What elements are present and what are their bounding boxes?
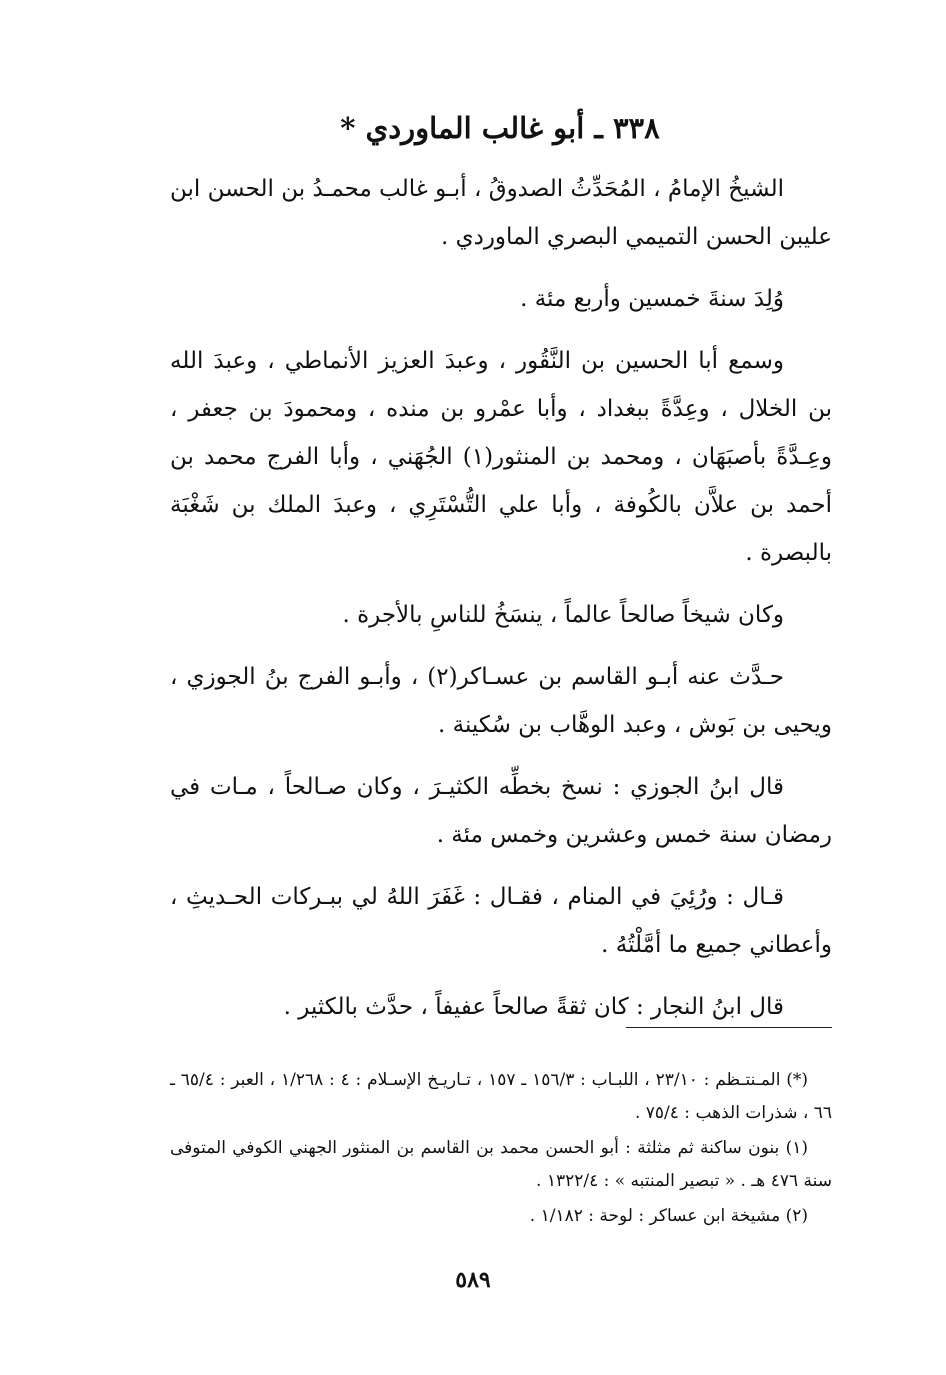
paragraph-character: وكان شيخاً صالحاً عالماً ، ينسَخُ للناسِ بالأجرة . [342, 602, 784, 628]
paragraph-students: حـدَّث عنه أبـو القاسم بن عسـاكر(٢) ، وأبـو الفرج بنُ الجوزي ، ويحيى بن بَوش ، وعبد الوهَّاب بن سُكينة . [170, 664, 832, 738]
paragraph-introduction: الشيخُ الإمامُ ، المُحَدِّثُ الصدوقُ ، أبـو غالب محمـدُ بن الحسن ابن عليبن الحسن التميمي البصري الماوردي . [170, 176, 832, 250]
footnote-1: (١) بنون ساكنة ثم مثلثة : أبو الحسن محمد بن القاسم بن المنثور الجهني الكوفي المتوفى سنة ٤٧٦ هـ . « تبصير المنتبه » : ١٣٢٢/٤ . [170, 1138, 832, 1191]
biography-body [170, 165, 832, 1045]
paragraph-dream: قـال : ورُئِيَ في المنام ، فقـال : غَفَرَ اللهُ لي ببـركات الحـديثِ ، وأعطاني جميع ما أمَّلْتُهُ . [170, 884, 832, 958]
paragraph-assessment: قال ابنُ النجار : كان ثقةً صالحاً عفيفاً ، حدَّث بالكثير . [283, 994, 784, 1020]
footnote-sources: (*) المـنتـظم : ٢٣/١٠ ، اللبـاب : ١٥٦/٣ ـ ١٥٧ ، تـاريـخ الإسـلام : ٤ : ١/٢٦٨ ، العبر : ٦٥/٤ ـ ٦٦ ، شذرات الذهب : ٧٥/٤ . [170, 1070, 832, 1123]
footnotes [170, 1064, 832, 1235]
paragraph-death: قال ابنُ الجوزي : نسخ بخطِّه الكثيـرَ ، وكان صـالحاً ، مـات في رمضان سنة خمس وعشرين وخمس مئة . [170, 774, 832, 848]
page-number: ٥٨٩ [455, 1267, 491, 1293]
biography-heading: ٣٣٨ ـ أبو غالب الماوردي * [340, 111, 660, 145]
paragraph-teachers: وسمع أبا الحسين بن النَّقُور ، وعبدَ العزيز الأنماطي ، وعبدَ الله بن الخلال ، وعِدَّةً ببغداد ، وأبا عمْرو بن منده ، ومحمودَ بن جعفر ، وعِـدَّةً بأصبَهَان ، ومحمد بن المنثور(١) الجُهَني ، وأبا الفرج محمد بن أحمد بن علاَّن بالكُوفة ، وأبا علي التُّسْتَرِي ، وعبدَ الملك بن شَغْبَة بالبصرة . [170, 348, 832, 566]
footnote-separator [626, 1027, 832, 1028]
footnote-2: (٢) مشيخة ابن عساكر : لوحة : ١/١٨٢ . [529, 1206, 808, 1226]
paragraph-birth: وُلِدَ سنةَ خمسين وأربع مئة . [520, 286, 784, 312]
